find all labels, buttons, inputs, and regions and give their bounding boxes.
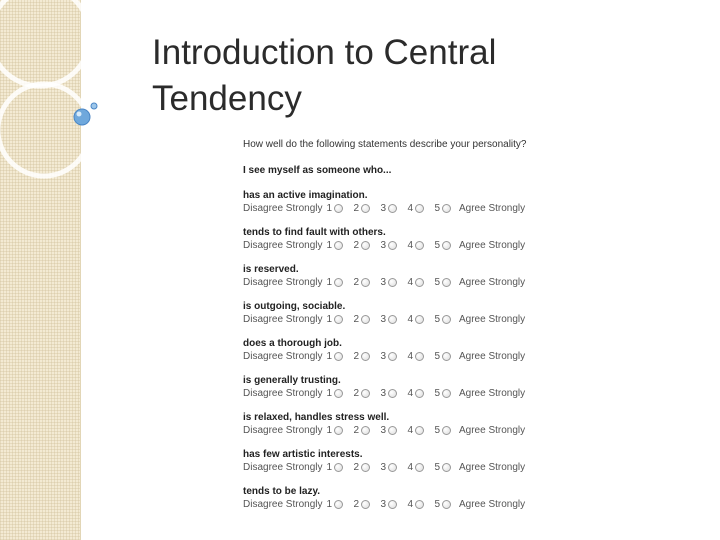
radio-button[interactable] <box>334 204 343 213</box>
scale-low-label: Disagree Strongly <box>243 388 323 399</box>
rating-option[interactable] <box>350 240 377 251</box>
scale-low-label: Disagree Strongly <box>243 351 323 362</box>
survey-intro: I see myself as someone who... <box>243 165 392 176</box>
rating-option[interactable] <box>323 499 350 510</box>
survey-item <box>243 301 533 326</box>
radio-button[interactable] <box>415 389 424 398</box>
rating-option[interactable] <box>350 314 377 325</box>
rating-option-number: 3 <box>380 462 386 473</box>
survey-item <box>243 338 533 363</box>
rating-option-number: 5 <box>434 351 440 362</box>
rating-option[interactable] <box>404 314 431 325</box>
rating-option-number: 5 <box>434 499 440 510</box>
radio-button[interactable] <box>415 241 424 250</box>
item-statement: tends to be lazy. <box>243 486 321 497</box>
rating-option[interactable] <box>323 314 350 325</box>
rating-option[interactable] <box>323 462 350 473</box>
radio-button[interactable] <box>442 389 451 398</box>
radio-button[interactable] <box>334 426 343 435</box>
scale-high-label: Agree Strongly <box>459 499 526 510</box>
item-statement: has few artistic interests. <box>243 449 363 460</box>
radio-button[interactable] <box>442 278 451 287</box>
item-statement: tends to find fault with others. <box>243 227 386 238</box>
rating-option-number: 2 <box>353 277 359 288</box>
rating-option-number: 4 <box>407 203 413 214</box>
rating-option[interactable] <box>431 499 458 510</box>
rating-option-number: 2 <box>353 425 359 436</box>
radio-button[interactable] <box>334 278 343 287</box>
survey-item <box>243 190 533 215</box>
rating-option-number: 1 <box>326 388 332 399</box>
rating-option[interactable] <box>431 314 458 325</box>
rating-option-number: 1 <box>326 277 332 288</box>
radio-button[interactable] <box>415 278 424 287</box>
rating-option[interactable] <box>350 277 377 288</box>
rating-option[interactable] <box>404 240 431 251</box>
radio-button[interactable] <box>388 278 397 287</box>
rating-option[interactable] <box>377 277 404 288</box>
scale-high-label: Agree Strongly <box>459 462 526 473</box>
rating-option[interactable] <box>323 277 350 288</box>
radio-button[interactable] <box>361 204 370 213</box>
rating-option[interactable] <box>431 425 458 436</box>
rating-option-number: 1 <box>326 314 332 325</box>
rating-scale <box>243 239 533 252</box>
rating-scale <box>243 350 533 363</box>
item-statement: is outgoing, sociable. <box>243 301 346 312</box>
radio-button[interactable] <box>442 463 451 472</box>
radio-button[interactable] <box>334 241 343 250</box>
rating-option-number: 1 <box>326 240 332 251</box>
rating-option-number: 1 <box>326 425 332 436</box>
rating-option[interactable] <box>350 203 377 214</box>
rating-option-number: 3 <box>380 388 386 399</box>
rating-option[interactable] <box>377 388 404 399</box>
rating-option[interactable] <box>323 425 350 436</box>
radio-button[interactable] <box>361 241 370 250</box>
survey-item <box>243 412 533 437</box>
rating-option-number: 3 <box>380 351 386 362</box>
rating-scale <box>243 461 533 474</box>
radio-button[interactable] <box>334 352 343 361</box>
rating-option-number: 3 <box>380 277 386 288</box>
radio-button[interactable] <box>388 204 397 213</box>
rating-option[interactable] <box>404 388 431 399</box>
radio-button[interactable] <box>442 204 451 213</box>
rating-option-number: 3 <box>380 499 386 510</box>
scale-low-label: Disagree Strongly <box>243 277 323 288</box>
rating-option-number: 4 <box>407 462 413 473</box>
rating-scale <box>243 387 533 400</box>
rating-option-number: 4 <box>407 351 413 362</box>
radio-button[interactable] <box>334 500 343 509</box>
rating-option[interactable] <box>404 425 431 436</box>
blue-bubble-large-icon <box>74 109 90 125</box>
rating-option-number: 1 <box>326 499 332 510</box>
rating-option-number: 5 <box>434 240 440 251</box>
radio-button[interactable] <box>334 389 343 398</box>
radio-button[interactable] <box>361 315 370 324</box>
rating-option[interactable] <box>404 203 431 214</box>
radio-button[interactable] <box>361 500 370 509</box>
rating-option-number: 1 <box>326 203 332 214</box>
survey-item <box>243 486 533 511</box>
rating-option[interactable] <box>323 351 350 362</box>
scale-high-label: Agree Strongly <box>459 277 526 288</box>
rating-option[interactable] <box>350 388 377 399</box>
scale-low-label: Disagree Strongly <box>243 240 323 251</box>
radio-button[interactable] <box>388 426 397 435</box>
scale-high-label: Agree Strongly <box>459 425 526 436</box>
scale-high-label: Agree Strongly <box>459 240 526 251</box>
radio-button[interactable] <box>361 463 370 472</box>
radio-button[interactable] <box>388 241 397 250</box>
survey-item <box>243 264 533 289</box>
rating-option-number: 2 <box>353 351 359 362</box>
radio-button[interactable] <box>361 426 370 435</box>
rating-option-number: 3 <box>380 314 386 325</box>
radio-button[interactable] <box>415 463 424 472</box>
slide-title: Introduction to Central Tendency <box>152 33 497 118</box>
rating-option[interactable] <box>377 203 404 214</box>
radio-button[interactable] <box>442 315 451 324</box>
radio-button[interactable] <box>388 500 397 509</box>
radio-button[interactable] <box>415 315 424 324</box>
rating-option-number: 1 <box>326 351 332 362</box>
item-statement: is generally trusting. <box>243 375 341 386</box>
radio-button[interactable] <box>334 463 343 472</box>
rating-option[interactable] <box>377 499 404 510</box>
scale-high-label: Agree Strongly <box>459 388 526 399</box>
rating-option-number: 2 <box>353 462 359 473</box>
rating-scale <box>243 498 533 511</box>
rating-option[interactable] <box>377 314 404 325</box>
rating-option-number: 4 <box>407 425 413 436</box>
rating-option-number: 2 <box>353 388 359 399</box>
radio-button[interactable] <box>415 500 424 509</box>
rating-option-number: 4 <box>407 499 413 510</box>
radio-button[interactable] <box>388 352 397 361</box>
scale-high-label: Agree Strongly <box>459 351 526 362</box>
scale-low-label: Disagree Strongly <box>243 425 323 436</box>
rating-option-number: 4 <box>407 240 413 251</box>
rating-option[interactable] <box>377 462 404 473</box>
rating-option[interactable] <box>377 240 404 251</box>
rating-option[interactable] <box>323 203 350 214</box>
rating-option-number: 3 <box>380 240 386 251</box>
rating-option[interactable] <box>350 425 377 436</box>
scale-high-label: Agree Strongly <box>459 314 526 325</box>
rating-option[interactable] <box>323 240 350 251</box>
rating-option[interactable] <box>431 351 458 362</box>
rating-option-number: 5 <box>434 425 440 436</box>
rating-option[interactable] <box>377 351 404 362</box>
rating-option-number: 5 <box>434 388 440 399</box>
decorative-circles <box>0 0 140 260</box>
item-statement: is relaxed, handles stress well. <box>243 412 390 423</box>
radio-button[interactable] <box>388 463 397 472</box>
rating-option-number: 2 <box>353 203 359 214</box>
rating-option[interactable] <box>404 351 431 362</box>
radio-button[interactable] <box>415 204 424 213</box>
item-statement: does a thorough job. <box>243 338 342 349</box>
rating-scale <box>243 313 533 326</box>
radio-button[interactable] <box>415 426 424 435</box>
rating-option-number: 4 <box>407 388 413 399</box>
rating-option[interactable] <box>350 499 377 510</box>
radio-button[interactable] <box>361 278 370 287</box>
rating-option-number: 1 <box>326 462 332 473</box>
rating-option-number: 4 <box>407 277 413 288</box>
rating-option[interactable] <box>431 240 458 251</box>
survey-items <box>243 190 533 511</box>
survey-item <box>243 375 533 400</box>
rating-option[interactable] <box>350 351 377 362</box>
scale-low-label: Disagree Strongly <box>243 314 323 325</box>
radio-button[interactable] <box>442 352 451 361</box>
survey-item <box>243 449 533 474</box>
survey-question: How well do the following statements describe your personality? <box>243 139 527 150</box>
rating-option[interactable] <box>350 462 377 473</box>
rating-option-number: 5 <box>434 203 440 214</box>
rating-option[interactable] <box>404 462 431 473</box>
blue-bubble-small-icon <box>91 103 97 109</box>
rating-option-number: 3 <box>380 425 386 436</box>
radio-button[interactable] <box>334 315 343 324</box>
item-statement: has an active imagination. <box>243 190 368 201</box>
rating-option[interactable] <box>404 277 431 288</box>
radio-button[interactable] <box>388 315 397 324</box>
rating-option-number: 4 <box>407 314 413 325</box>
radio-button[interactable] <box>442 426 451 435</box>
radio-button[interactable] <box>442 241 451 250</box>
radio-button[interactable] <box>361 389 370 398</box>
scale-low-label: Disagree Strongly <box>243 462 323 473</box>
scale-high-label: Agree Strongly <box>459 203 526 214</box>
rating-option-number: 5 <box>434 314 440 325</box>
rating-option[interactable] <box>431 388 458 399</box>
personality-survey <box>243 138 533 511</box>
rating-option-number: 2 <box>353 499 359 510</box>
rating-option[interactable] <box>323 388 350 399</box>
radio-button[interactable] <box>361 352 370 361</box>
item-statement: is reserved. <box>243 264 299 275</box>
rating-option-number: 3 <box>380 203 386 214</box>
rating-option[interactable] <box>431 203 458 214</box>
rating-option[interactable] <box>431 462 458 473</box>
scale-low-label: Disagree Strongly <box>243 203 323 214</box>
scale-low-label: Disagree Strongly <box>243 499 323 510</box>
radio-button[interactable] <box>388 389 397 398</box>
rating-option-number: 2 <box>353 240 359 251</box>
rating-option-number: 5 <box>434 462 440 473</box>
rating-option-number: 2 <box>353 314 359 325</box>
rating-scale <box>243 202 533 215</box>
rating-scale <box>243 424 533 437</box>
radio-button[interactable] <box>415 352 424 361</box>
rating-scale <box>243 276 533 289</box>
rating-option[interactable] <box>404 499 431 510</box>
survey-item <box>243 227 533 252</box>
rating-option[interactable] <box>431 277 458 288</box>
radio-button[interactable] <box>442 500 451 509</box>
rating-option[interactable] <box>377 425 404 436</box>
rating-option-number: 5 <box>434 277 440 288</box>
